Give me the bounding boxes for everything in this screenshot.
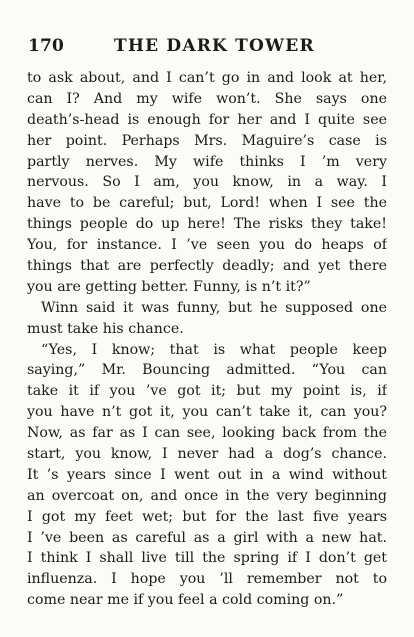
text-line: to ask about, and I can’t go in and look at her, [27,70,387,86]
text-line: influenza. I hope you ’ll remember not to [27,571,387,588]
text-line: things that are perfectly deadly; and yet there [27,258,387,275]
text-line: saying,” Mr. Bouncing admitted. “You can [27,362,387,379]
text-line: start, you know, I never had a dog’s chance. [27,446,387,463]
text-line: things people do up here! The risks they take! [27,216,387,233]
text-line: I got my feet wet; but for the last five years [27,508,387,525]
running-title: THE DARK TOWER [114,36,315,56]
text-line: you are getting better. Funny, is n’t it?” [27,278,311,295]
text-line: You, for instance. I ’ve seen you do heaps of [27,237,387,254]
page-number: 170 [28,36,65,56]
text-line: Winn said it was funny, but he supposed one [41,299,387,316]
text-line: have to be careful; but, Lord! when I see the [27,195,387,212]
text-line: nervous. So I am, you know, in a way. I [27,174,387,191]
text-line: I think I shall live till the spring if I don’t get [27,550,387,567]
text-line: come near me if you feel a cold coming on.” [27,592,344,609]
text-line: It ’s years since I went out in a wind without [27,466,387,483]
text-line: an overcoat on, and once in the very beginning [27,487,387,504]
text-line: you have n’t got it, you can’t take it, can you? [27,404,387,421]
text-line: I ’ve been as careful as a girl with a new hat. [27,529,387,546]
text-line: death’s-head is enough for her and I quite see [27,111,387,128]
page-header [28,36,386,58]
text-line: her point. Perhaps Mrs. Maguire’s case is [27,132,387,149]
text-line: “Yes, I know; that is what people keep [41,341,387,358]
text-line: can I? And my wife won’t. She says one [27,90,387,107]
body-text [27,68,387,611]
text-line: Now, as far as I can see, looking back from the [27,425,387,442]
text-line: take it if you ’ve got it; but my point is, if [27,383,387,400]
text-line: partly nerves. My wife thinks I ’m very [27,153,387,170]
text-line: must take his chance. [27,320,184,337]
